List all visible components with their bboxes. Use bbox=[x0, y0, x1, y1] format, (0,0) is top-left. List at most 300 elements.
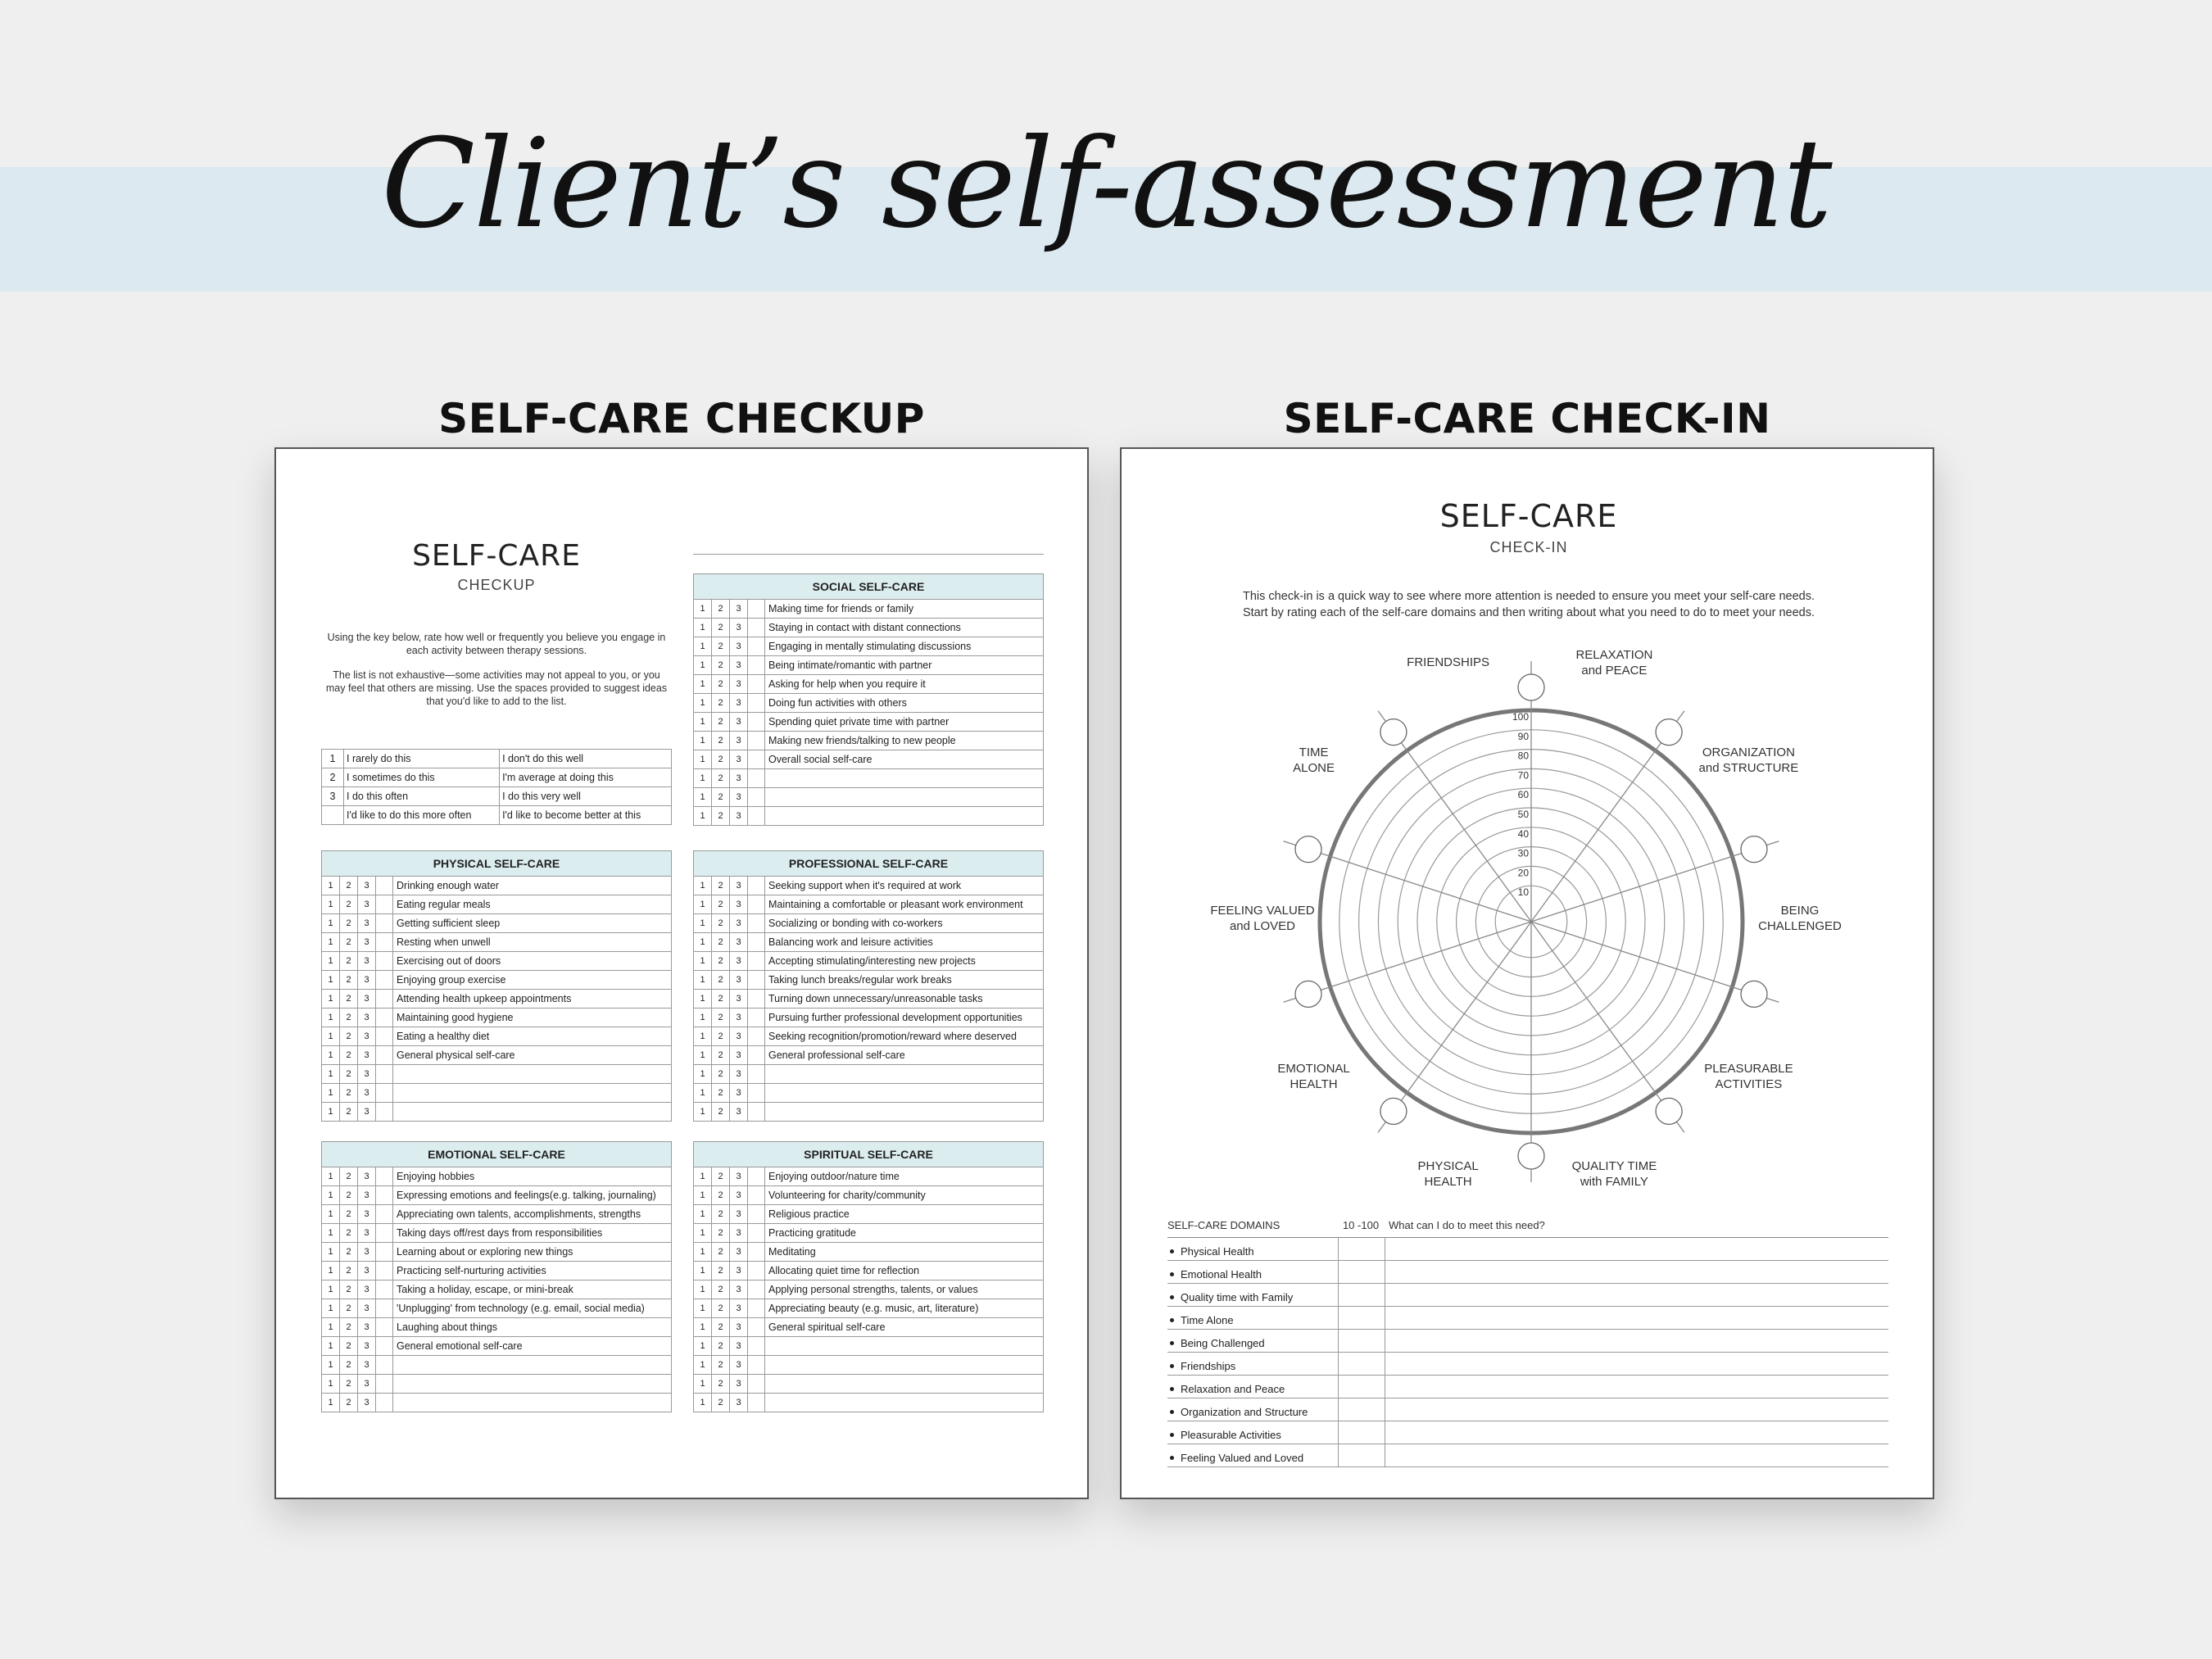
check-box[interactable] bbox=[376, 1084, 393, 1102]
rating-option[interactable]: 1 bbox=[322, 1394, 340, 1412]
check-box[interactable] bbox=[748, 675, 765, 693]
rating-option[interactable]: 3 bbox=[358, 1205, 376, 1223]
rating-option[interactable]: 1 bbox=[694, 1375, 712, 1393]
rating-option[interactable]: 1 bbox=[694, 1103, 712, 1121]
rating-option[interactable]: 2 bbox=[712, 990, 730, 1008]
rating-option[interactable]: 3 bbox=[358, 1394, 376, 1412]
rating-option[interactable]: 1 bbox=[322, 952, 340, 970]
rating-option[interactable]: 3 bbox=[730, 637, 748, 655]
rating-option[interactable]: 1 bbox=[694, 1337, 712, 1355]
check-box[interactable] bbox=[748, 619, 765, 637]
rating-option[interactable]: 3 bbox=[730, 788, 748, 806]
score-bubble[interactable] bbox=[1656, 1098, 1682, 1124]
rating-option[interactable]: 2 bbox=[712, 877, 730, 895]
rating-option[interactable]: 3 bbox=[358, 1186, 376, 1204]
rating-option[interactable]: 3 bbox=[730, 990, 748, 1008]
rating-option[interactable]: 3 bbox=[358, 1243, 376, 1261]
checklist-row bbox=[694, 656, 1043, 675]
activity-label: General professional self-care bbox=[768, 1049, 905, 1061]
checklist-row bbox=[694, 1186, 1043, 1205]
rating-option[interactable]: 3 bbox=[358, 914, 376, 932]
rating-option[interactable]: 2 bbox=[340, 1375, 358, 1393]
rating-option[interactable]: 1 bbox=[322, 933, 340, 951]
rating-option[interactable]: 1 bbox=[694, 1318, 712, 1336]
rating-option[interactable]: 1 bbox=[694, 619, 712, 637]
rating-option[interactable]: 1 bbox=[322, 1337, 340, 1355]
check-box[interactable] bbox=[748, 1394, 765, 1412]
rating-option[interactable]: 3 bbox=[358, 1262, 376, 1280]
rating-option[interactable]: 1 bbox=[322, 1027, 340, 1045]
score-bubble[interactable] bbox=[1295, 981, 1321, 1007]
rating-option[interactable]: 2 bbox=[340, 1065, 358, 1083]
rating-option[interactable]: 3 bbox=[730, 1299, 748, 1317]
check-box[interactable] bbox=[748, 1224, 765, 1242]
rating-option[interactable]: 1 bbox=[322, 1243, 340, 1261]
check-box[interactable] bbox=[376, 1009, 393, 1027]
check-box[interactable] bbox=[748, 952, 765, 970]
rating-option[interactable]: 2 bbox=[340, 1046, 358, 1064]
check-box[interactable] bbox=[748, 1356, 765, 1374]
check-box[interactable] bbox=[748, 1027, 765, 1045]
rating-option[interactable]: 1 bbox=[694, 952, 712, 970]
rating-option[interactable]: 1 bbox=[694, 1009, 712, 1027]
rating-option[interactable]: 1 bbox=[322, 990, 340, 1008]
rating-option[interactable]: 3 bbox=[358, 1299, 376, 1317]
rating-option[interactable]: 3 bbox=[730, 1103, 748, 1121]
rating-option[interactable]: 3 bbox=[730, 1186, 748, 1204]
check-box[interactable] bbox=[748, 637, 765, 655]
rating-option[interactable]: 1 bbox=[322, 1065, 340, 1083]
rating-option[interactable]: 2 bbox=[340, 1262, 358, 1280]
rating-option[interactable]: 3 bbox=[730, 1205, 748, 1223]
rating-option[interactable]: 2 bbox=[712, 694, 730, 712]
action-input[interactable] bbox=[1385, 1330, 1888, 1352]
check-box[interactable] bbox=[376, 1243, 393, 1261]
rating-option[interactable]: 3 bbox=[730, 1046, 748, 1064]
score-bubble[interactable] bbox=[1741, 836, 1767, 863]
rating-option[interactable]: 2 bbox=[712, 1243, 730, 1261]
rating-option[interactable]: 2 bbox=[340, 914, 358, 932]
rating-option[interactable]: 1 bbox=[694, 732, 712, 750]
rating-option[interactable]: 2 bbox=[712, 1375, 730, 1393]
rating-option[interactable]: 2 bbox=[340, 1103, 358, 1121]
check-box[interactable] bbox=[748, 1318, 765, 1336]
rating-option[interactable]: 3 bbox=[358, 1065, 376, 1083]
rating-option[interactable]: 3 bbox=[730, 895, 748, 913]
rating-option[interactable]: 3 bbox=[730, 1262, 748, 1280]
rating-option[interactable]: 1 bbox=[694, 1046, 712, 1064]
check-box[interactable] bbox=[376, 895, 393, 913]
rating-option[interactable]: 2 bbox=[712, 750, 730, 768]
rating-option[interactable]: 2 bbox=[340, 1356, 358, 1374]
rating-option[interactable]: 3 bbox=[358, 933, 376, 951]
rating-option[interactable]: 2 bbox=[340, 1243, 358, 1261]
rating-option[interactable]: 2 bbox=[340, 1027, 358, 1045]
rating-option[interactable]: 3 bbox=[730, 713, 748, 731]
rating-option[interactable]: 3 bbox=[358, 1337, 376, 1355]
check-box[interactable] bbox=[748, 1337, 765, 1355]
rating-option[interactable]: 1 bbox=[322, 1262, 340, 1280]
rating-option[interactable]: 1 bbox=[694, 788, 712, 806]
rating-option[interactable]: 1 bbox=[694, 1065, 712, 1083]
rating-option[interactable]: 3 bbox=[358, 1224, 376, 1242]
rating-option[interactable]: 2 bbox=[712, 1224, 730, 1242]
rating-option[interactable]: 2 bbox=[340, 877, 358, 895]
action-input[interactable] bbox=[1385, 1238, 1888, 1260]
rating-option[interactable]: 3 bbox=[730, 877, 748, 895]
check-box[interactable] bbox=[376, 1281, 393, 1299]
action-input[interactable] bbox=[1385, 1284, 1888, 1306]
rating-option[interactable]: 1 bbox=[322, 1084, 340, 1102]
rating-option[interactable]: 2 bbox=[712, 807, 730, 825]
rating-option[interactable]: 2 bbox=[712, 656, 730, 674]
rating-option[interactable]: 2 bbox=[340, 1299, 358, 1317]
rating-option[interactable]: 1 bbox=[694, 1084, 712, 1102]
rating-option[interactable]: 1 bbox=[694, 1186, 712, 1204]
rating-option[interactable]: 2 bbox=[340, 1167, 358, 1185]
rating-option[interactable]: 3 bbox=[730, 1009, 748, 1027]
check-box[interactable] bbox=[376, 914, 393, 932]
rating-option[interactable]: 1 bbox=[322, 1186, 340, 1204]
rating-option[interactable]: 3 bbox=[358, 990, 376, 1008]
check-box[interactable] bbox=[748, 1046, 765, 1064]
rating-option[interactable]: 1 bbox=[322, 1356, 340, 1374]
rating-option[interactable]: 1 bbox=[322, 971, 340, 989]
rating-option[interactable]: 1 bbox=[694, 1167, 712, 1185]
score-input[interactable] bbox=[1338, 1307, 1385, 1329]
rating-option[interactable]: 1 bbox=[322, 1318, 340, 1336]
score-input[interactable] bbox=[1338, 1444, 1385, 1466]
rating-option[interactable]: 3 bbox=[358, 1281, 376, 1299]
rating-option[interactable]: 1 bbox=[322, 1299, 340, 1317]
rating-option[interactable]: 3 bbox=[358, 952, 376, 970]
check-box[interactable] bbox=[748, 895, 765, 913]
rating-option[interactable]: 1 bbox=[694, 1299, 712, 1317]
rating-option[interactable]: 2 bbox=[340, 1009, 358, 1027]
wheel-domain-label: ALONE bbox=[1293, 761, 1335, 776]
rating-option[interactable]: 3 bbox=[730, 1084, 748, 1102]
rating-option[interactable]: 1 bbox=[694, 675, 712, 693]
check-box[interactable] bbox=[376, 1205, 393, 1223]
check-box[interactable] bbox=[748, 769, 765, 787]
rating-option[interactable]: 2 bbox=[712, 1065, 730, 1083]
action-input[interactable] bbox=[1385, 1421, 1888, 1444]
check-box[interactable] bbox=[748, 877, 765, 895]
check-box[interactable] bbox=[376, 1299, 393, 1317]
check-box[interactable] bbox=[376, 1103, 393, 1121]
rating-option[interactable]: 2 bbox=[712, 933, 730, 951]
check-box[interactable] bbox=[748, 914, 765, 932]
rating-option[interactable]: 3 bbox=[730, 933, 748, 951]
rating-option[interactable]: 1 bbox=[322, 1205, 340, 1223]
action-input[interactable] bbox=[1385, 1444, 1888, 1466]
score-bubble[interactable] bbox=[1656, 719, 1682, 746]
rating-option[interactable]: 3 bbox=[730, 1281, 748, 1299]
rating-option[interactable]: 2 bbox=[340, 990, 358, 1008]
rating-option[interactable]: 2 bbox=[340, 895, 358, 913]
check-box[interactable] bbox=[376, 1375, 393, 1393]
rating-option[interactable]: 2 bbox=[712, 637, 730, 655]
rating-option[interactable]: 2 bbox=[712, 713, 730, 731]
rating-option[interactable]: 1 bbox=[694, 1224, 712, 1242]
rating-option[interactable]: 3 bbox=[730, 600, 748, 618]
checklist-row bbox=[694, 694, 1043, 713]
rating-option[interactable]: 3 bbox=[358, 1318, 376, 1336]
rating-option[interactable]: 2 bbox=[712, 1262, 730, 1280]
rating-option[interactable]: 3 bbox=[730, 1375, 748, 1393]
rating-option[interactable]: 3 bbox=[730, 1394, 748, 1412]
rating-option[interactable]: 3 bbox=[730, 971, 748, 989]
activity-label: Accepting stimulating/interesting new projects bbox=[768, 955, 976, 967]
bullet-icon bbox=[1170, 1249, 1174, 1253]
rating-option[interactable]: 1 bbox=[694, 1243, 712, 1261]
check-box[interactable] bbox=[376, 1224, 393, 1242]
check-box[interactable] bbox=[376, 1356, 393, 1374]
check-box[interactable] bbox=[748, 933, 765, 951]
rating-option[interactable]: 2 bbox=[712, 675, 730, 693]
rating-option[interactable]: 3 bbox=[358, 1356, 376, 1374]
rating-option[interactable]: 2 bbox=[340, 952, 358, 970]
wheel-scale-label: 40 bbox=[1517, 827, 1529, 840]
check-box[interactable] bbox=[748, 1243, 765, 1261]
check-box[interactable] bbox=[376, 971, 393, 989]
rating-option[interactable]: 2 bbox=[712, 914, 730, 932]
rating-option[interactable]: 1 bbox=[694, 807, 712, 825]
check-box[interactable] bbox=[748, 990, 765, 1008]
score-input[interactable] bbox=[1338, 1398, 1385, 1421]
rating-option[interactable]: 2 bbox=[712, 769, 730, 787]
score-input[interactable] bbox=[1338, 1376, 1385, 1398]
rating-option[interactable]: 2 bbox=[712, 1027, 730, 1045]
activity-label: Learning about or exploring new things bbox=[397, 1246, 573, 1258]
score-input[interactable] bbox=[1338, 1261, 1385, 1283]
check-box[interactable] bbox=[748, 788, 765, 806]
rating-option[interactable]: 1 bbox=[694, 1205, 712, 1223]
rating-option[interactable]: 3 bbox=[358, 1103, 376, 1121]
rating-option[interactable]: 2 bbox=[712, 1205, 730, 1223]
check-box[interactable] bbox=[376, 1065, 393, 1083]
rating-option[interactable]: 3 bbox=[358, 877, 376, 895]
score-input[interactable] bbox=[1338, 1330, 1385, 1352]
rating-option[interactable]: 3 bbox=[358, 1027, 376, 1045]
rating-option[interactable]: 2 bbox=[340, 1318, 358, 1336]
score-bubble[interactable] bbox=[1518, 674, 1544, 700]
rating-option[interactable]: 3 bbox=[358, 971, 376, 989]
rating-option[interactable]: 3 bbox=[730, 656, 748, 674]
check-box[interactable] bbox=[376, 952, 393, 970]
check-box[interactable] bbox=[376, 1337, 393, 1355]
check-box[interactable] bbox=[748, 656, 765, 674]
rating-option[interactable]: 3 bbox=[358, 1046, 376, 1064]
rating-option[interactable]: 1 bbox=[694, 1027, 712, 1045]
rating-option[interactable]: 3 bbox=[730, 675, 748, 693]
rating-option[interactable]: 1 bbox=[694, 694, 712, 712]
score-input[interactable] bbox=[1338, 1284, 1385, 1306]
rating-option[interactable]: 1 bbox=[694, 895, 712, 913]
rating-option[interactable]: 2 bbox=[712, 1084, 730, 1102]
score-input[interactable] bbox=[1338, 1353, 1385, 1375]
rating-option[interactable]: 3 bbox=[730, 952, 748, 970]
rating-option[interactable]: 2 bbox=[712, 1009, 730, 1027]
score-bubble[interactable] bbox=[1380, 1098, 1407, 1124]
action-input[interactable] bbox=[1385, 1261, 1888, 1283]
rating-option[interactable]: 1 bbox=[322, 1167, 340, 1185]
rating-option[interactable]: 1 bbox=[322, 914, 340, 932]
rating-option[interactable]: 1 bbox=[694, 1281, 712, 1299]
action-input[interactable] bbox=[1385, 1307, 1888, 1329]
check-box[interactable] bbox=[376, 933, 393, 951]
rating-option[interactable]: 1 bbox=[694, 1356, 712, 1374]
check-box[interactable] bbox=[748, 1299, 765, 1317]
score-bubble[interactable] bbox=[1380, 719, 1407, 746]
rating-option[interactable]: 2 bbox=[712, 952, 730, 970]
check-box[interactable] bbox=[748, 750, 765, 768]
check-box[interactable] bbox=[376, 1027, 393, 1045]
rating-option[interactable]: 1 bbox=[694, 750, 712, 768]
check-box[interactable] bbox=[748, 1065, 765, 1083]
check-box[interactable] bbox=[748, 1167, 765, 1185]
rating-option[interactable]: 1 bbox=[322, 1375, 340, 1393]
rating-option[interactable]: 3 bbox=[358, 1084, 376, 1102]
rating-option[interactable]: 2 bbox=[712, 788, 730, 806]
rating-option[interactable]: 2 bbox=[712, 1356, 730, 1374]
rating-option[interactable]: 2 bbox=[340, 1186, 358, 1204]
check-box[interactable] bbox=[748, 1281, 765, 1299]
check-box[interactable] bbox=[748, 1205, 765, 1223]
check-box[interactable] bbox=[748, 1103, 765, 1121]
rating-option[interactable]: 3 bbox=[730, 694, 748, 712]
activity-label: Getting sufficient sleep bbox=[397, 918, 501, 929]
rating-option[interactable]: 2 bbox=[340, 933, 358, 951]
check-box[interactable] bbox=[748, 1262, 765, 1280]
rating-option[interactable]: 3 bbox=[730, 619, 748, 637]
rating-option[interactable]: 2 bbox=[712, 971, 730, 989]
check-box[interactable] bbox=[748, 1084, 765, 1102]
rating-option[interactable]: 2 bbox=[712, 732, 730, 750]
rating-option[interactable]: 3 bbox=[730, 1065, 748, 1083]
rating-option[interactable]: 2 bbox=[712, 1281, 730, 1299]
rating-option[interactable]: 2 bbox=[712, 1337, 730, 1355]
check-box[interactable] bbox=[376, 1046, 393, 1064]
rating-option[interactable]: 2 bbox=[340, 1281, 358, 1299]
rating-option[interactable]: 1 bbox=[694, 971, 712, 989]
rating-option[interactable]: 2 bbox=[712, 895, 730, 913]
rating-option[interactable]: 3 bbox=[730, 1224, 748, 1242]
check-box[interactable] bbox=[748, 1009, 765, 1027]
check-box[interactable] bbox=[748, 807, 765, 825]
rating-option[interactable]: 1 bbox=[694, 769, 712, 787]
check-box[interactable] bbox=[748, 971, 765, 989]
score-input[interactable] bbox=[1338, 1421, 1385, 1444]
rating-option[interactable]: 2 bbox=[340, 1084, 358, 1102]
rating-option[interactable]: 1 bbox=[694, 1262, 712, 1280]
rating-option[interactable]: 1 bbox=[322, 1224, 340, 1242]
rating-option[interactable]: 2 bbox=[712, 1186, 730, 1204]
rating-option[interactable]: 3 bbox=[730, 807, 748, 825]
score-bubble[interactable] bbox=[1295, 836, 1321, 863]
rating-option[interactable]: 1 bbox=[694, 1394, 712, 1412]
rating-option[interactable]: 3 bbox=[730, 732, 748, 750]
rating-option[interactable]: 3 bbox=[730, 750, 748, 768]
check-box[interactable] bbox=[748, 1375, 765, 1393]
rating-option[interactable]: 3 bbox=[730, 914, 748, 932]
rating-option[interactable]: 1 bbox=[322, 1281, 340, 1299]
rating-option[interactable]: 2 bbox=[340, 1224, 358, 1242]
rating-option[interactable]: 3 bbox=[358, 1375, 376, 1393]
check-box[interactable] bbox=[748, 694, 765, 712]
rating-option[interactable]: 2 bbox=[712, 619, 730, 637]
rating-option[interactable]: 1 bbox=[322, 877, 340, 895]
rating-option[interactable]: 1 bbox=[694, 600, 712, 618]
rating-option[interactable]: 2 bbox=[712, 1299, 730, 1317]
rating-option[interactable]: 1 bbox=[694, 637, 712, 655]
rating-option[interactable]: 1 bbox=[322, 895, 340, 913]
rating-option[interactable]: 3 bbox=[358, 895, 376, 913]
check-box[interactable] bbox=[376, 1394, 393, 1412]
rating-option[interactable]: 1 bbox=[694, 877, 712, 895]
rating-option[interactable]: 1 bbox=[694, 933, 712, 951]
rating-option[interactable]: 1 bbox=[694, 914, 712, 932]
wheel-domain-label: CHALLENGED bbox=[1758, 919, 1842, 933]
action-input[interactable] bbox=[1385, 1398, 1888, 1421]
domain-cell bbox=[1167, 1376, 1338, 1398]
rating-option[interactable]: 3 bbox=[730, 1337, 748, 1355]
rating-option[interactable]: 2 bbox=[340, 1337, 358, 1355]
check-box[interactable] bbox=[376, 1318, 393, 1336]
score-input[interactable] bbox=[1338, 1238, 1385, 1260]
rating-option[interactable]: 2 bbox=[712, 1318, 730, 1336]
rating-option[interactable]: 2 bbox=[712, 600, 730, 618]
check-box[interactable] bbox=[748, 1186, 765, 1204]
rating-option[interactable]: 2 bbox=[712, 1046, 730, 1064]
check-box[interactable] bbox=[376, 1186, 393, 1204]
check-box[interactable] bbox=[748, 713, 765, 731]
rating-option[interactable]: 3 bbox=[730, 1318, 748, 1336]
rating-option[interactable]: 2 bbox=[340, 1394, 358, 1412]
score-bubble[interactable] bbox=[1518, 1143, 1544, 1169]
domain-cell bbox=[1167, 1238, 1338, 1260]
check-box[interactable] bbox=[748, 600, 765, 618]
rating-option[interactable]: 1 bbox=[694, 990, 712, 1008]
rating-option[interactable]: 2 bbox=[712, 1167, 730, 1185]
action-input[interactable] bbox=[1385, 1353, 1888, 1375]
wheel-domain-label: TIME bbox=[1299, 746, 1329, 760]
score-bubble[interactable] bbox=[1741, 981, 1767, 1007]
check-box[interactable] bbox=[748, 732, 765, 750]
check-box[interactable] bbox=[376, 1262, 393, 1280]
rating-option[interactable]: 3 bbox=[730, 769, 748, 787]
rating-option[interactable]: 3 bbox=[730, 1356, 748, 1374]
rating-option[interactable]: 3 bbox=[358, 1009, 376, 1027]
action-input[interactable] bbox=[1385, 1376, 1888, 1398]
rating-option[interactable]: 3 bbox=[730, 1243, 748, 1261]
check-box[interactable] bbox=[376, 1167, 393, 1185]
rating-option[interactable]: 1 bbox=[322, 1103, 340, 1121]
rating-option[interactable]: 3 bbox=[730, 1027, 748, 1045]
rating-option[interactable]: 3 bbox=[730, 1167, 748, 1185]
rating-option[interactable]: 1 bbox=[694, 656, 712, 674]
rating-option[interactable]: 2 bbox=[340, 1205, 358, 1223]
check-box[interactable] bbox=[376, 877, 393, 895]
rating-option[interactable]: 3 bbox=[358, 1167, 376, 1185]
rating-option[interactable]: 1 bbox=[322, 1009, 340, 1027]
rating-option[interactable]: 1 bbox=[322, 1046, 340, 1064]
rating-option[interactable]: 2 bbox=[712, 1394, 730, 1412]
rating-option[interactable]: 2 bbox=[712, 1103, 730, 1121]
check-box[interactable] bbox=[376, 990, 393, 1008]
rating-option[interactable]: 2 bbox=[340, 971, 358, 989]
rating-option[interactable]: 1 bbox=[694, 713, 712, 731]
